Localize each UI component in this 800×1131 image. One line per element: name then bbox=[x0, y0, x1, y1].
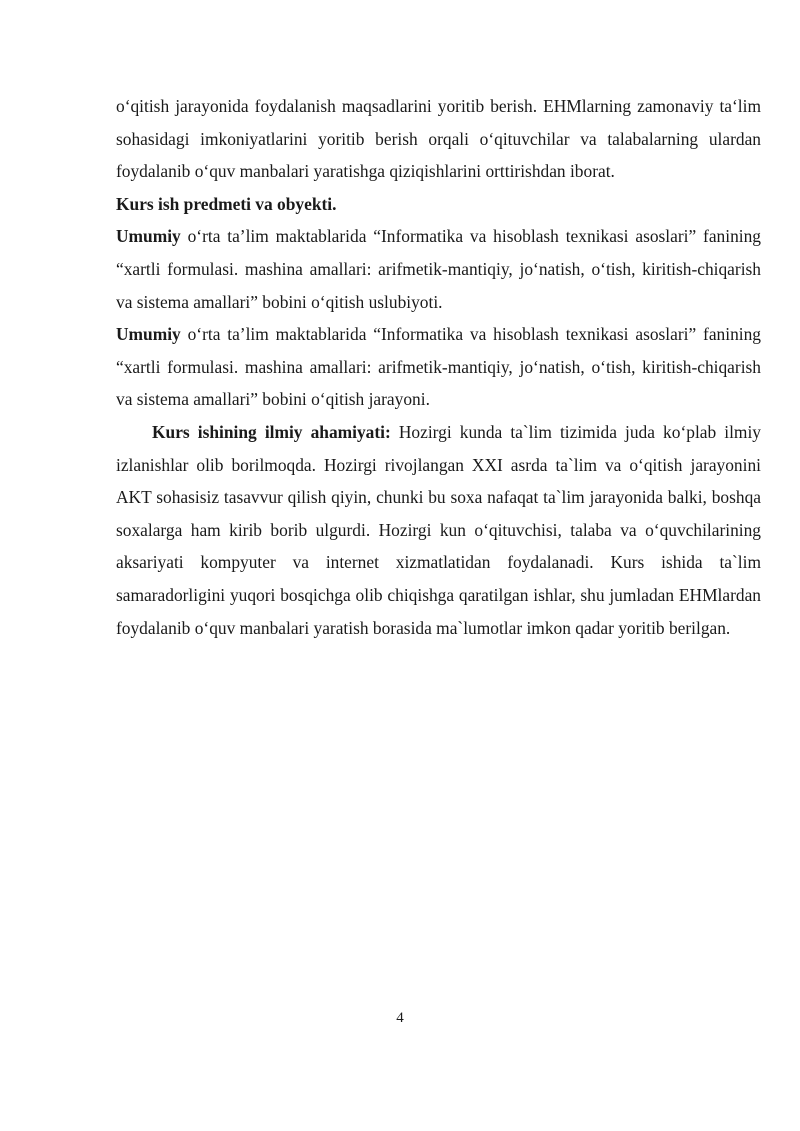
significance-paragraph bbox=[116, 416, 761, 644]
significance-text: Hozirgi kunda ta`lim tizimida juda ko‘plab ilmiy izlanishlar olib borilmoqda. Hozirgi rivojlangan XXI asrda ta`lim va o‘qitish jarayonini AKT sohasisiz tasavvur qilish qiyin, chunki bu soxa nafaqat ta`lim jarayonida balki, boshqa soxalarga ham kirib borib ulgurdi. Hozirgi kun o‘qituvchisi, talaba va o‘quvchilarining aksariyati kompyuter va internet xizmatlatidan foydalanadi. Kurs ishida ta`lim samaradorligini yuqori bosqichga olib chiqishga qaratilgan ishlar, shu jumladan EHMlardan foydalanib o‘quv manbalari yaratish borasida ma`lumotlar imkon qadar yoritib berilgan. bbox=[116, 421, 761, 638]
object-text: o‘rta ta’lim maktablarida “Informatika va hisoblash texnikasi asoslari” fanining “xartli formulasi. mashina amallari: arifmetik-mantiqiy, jo‘natish, o‘tish, kiritish-chiqarish va sistema amallari” bobini o‘qitish jarayoni. bbox=[116, 324, 761, 410]
object-lead: Umumiy bbox=[116, 324, 181, 345]
significance-lead: Kurs ishining ilmiy ahamiyati: bbox=[152, 421, 391, 442]
page-body bbox=[116, 90, 761, 644]
subject-lead: Umumiy bbox=[116, 226, 181, 247]
section-heading: Kurs ish predmeti va obyekti. bbox=[116, 193, 337, 214]
page-number: 4 bbox=[396, 1010, 404, 1026]
object-paragraph bbox=[116, 318, 761, 416]
intro-paragraph: o‘qitish jarayonida foydalanish maqsadlarini yoritib berish. EHMlarning zamonaviy ta‘lim sohasidagi imkoniyatlarini yoritib berish orqali o‘qituvchilar va talabalarning ulardan foydalanib o‘quv manbalari yaratishga qiziqishlarini orttirishdan iborat. bbox=[116, 96, 761, 182]
subject-paragraph bbox=[116, 220, 761, 318]
subject-text: o‘rta ta’lim maktablarida “Informatika va hisoblash texnikasi asoslari” fanining “xartli formulasi. mashina amallari: arifmetik-mantiqiy, jo‘natish, o‘tish, kiritish-chiqarish va sistema amallari” bobini o‘qitish uslubiyoti. bbox=[116, 226, 761, 312]
